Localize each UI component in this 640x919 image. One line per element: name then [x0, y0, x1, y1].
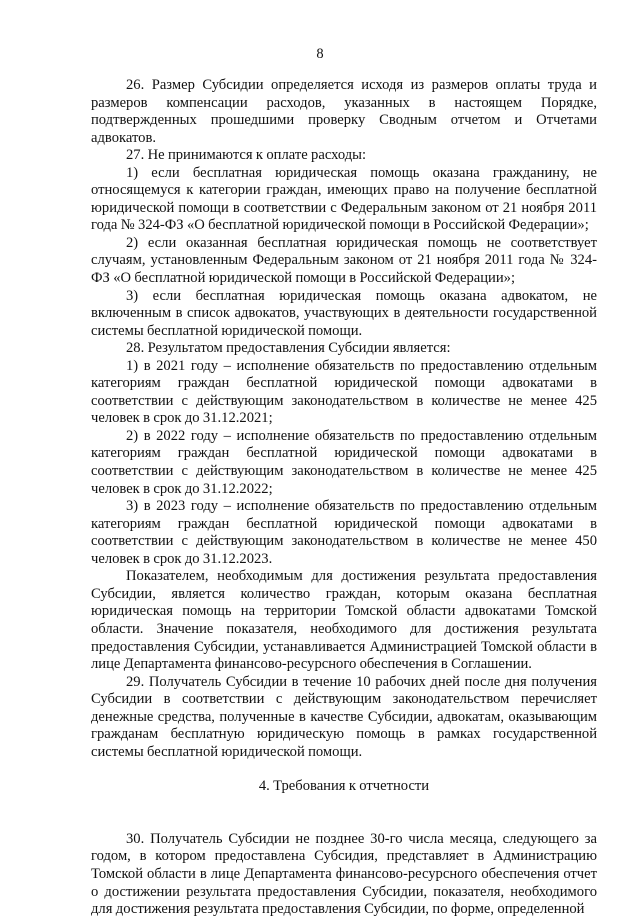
paragraph-27-item-1: 1) если бесплатная юридическая помощь оказана гражданину, не относящемуся к категории граждан, имеющих право на получение бесплатной юридической помощи в соответствии с Федеральным законом от 21 ноября 2011 года № 324-ФЗ «О бесплатной юридической помощи в Российской Федерации»; — [91, 164, 597, 234]
paragraph-29: 29. Получатель Субсидии в течение 10 рабочих дней после дня получения Субсидии в соответствии с действующим законодательством перечисляет денежные средства, полученные в качестве Субсидии, адвокатам, оказывающим гражданам бесплатную юридическую помощь в рамках государственной системы бесплатной юридической помощи. — [91, 673, 597, 760]
section-4-title: 4. Требования к отчетности — [258, 778, 430, 795]
document-body — [91, 77, 597, 919]
paragraph-27-item-3: 3) если бесплатная юридическая помощь оказана адвокатом, не включенным в список адвокатов, участвующих в деятельности государственной системы бесплатной юридической помощи. — [91, 287, 597, 339]
page-number: 8 — [316, 46, 324, 62]
paragraph-28-item-3: 3) в 2023 году – исполнение обязательств по предоставлению отдельным категориям граждан бесплатной юридической помощи адвокатами в соответствии с действующим законодательством в количестве не менее 450 человек в срок до 31.12.2023. — [91, 498, 597, 567]
paragraph-27: 27. Не принимаются к оплате расходы: — [126, 147, 367, 164]
paragraph-26: 26. Размер Субсидии определяется исходя из размеров оплаты труда и размеров компенсации расходов, указанных в настоящем Порядке, подтвержденных прошедшими проверку Сводным отчетом и Отчетами адвокатов. — [91, 77, 597, 146]
paragraph-28-item-1: 1) в 2021 году – исполнение обязательств по предоставлению отдельным категориям граждан бесплатной юридической помощи адвокатами в соответствии с действующим законодательством в количестве не менее 425 человек в срок до 31.12.2021; — [91, 357, 597, 427]
indicator-paragraph: Показателем, необходимым для достижения результата предоставления Субсидии, является количество граждан, которым оказана бесплатная юридическая помощь на территории Томской области адвокатами Томской области. Значение показателя, необходимого для достижения результата предоставления Субсидии, устанавливается Администрацией Томской области в лице Департамента финансово-ресурсного обеспечения в Соглашении. — [91, 568, 597, 673]
paragraph-28-item-2: 2) в 2022 году – исполнение обязательств по предоставлению отдельным категориям граждан бесплатной юридической помощи адвокатами в соответствии с действующим законодательством в количестве не менее 425 человек в срок до 31.12.2022; — [91, 427, 597, 497]
paragraph-30: 30. Получатель Субсидии не позднее 30-го числа месяца, следующего за годом, в котором предоставлена Субсидия, представляет в Администрацию Томской области в лице Департамента финансово-ресурсного обеспечения отчет о достижении результата предоставления Субсидии, показателя, необходимого для достижения результата предоставления Субсидии, по форме, определенной — [91, 830, 597, 918]
paragraph-27-item-2: 2) если оказанная бесплатная юридическая помощь не соответствует случаям, установленным Федеральным законом от 21 ноября 2011 года № 324-ФЗ «О бесплатной юридической помощи в Российской Федерации»; — [91, 234, 597, 287]
paragraph-28: 28. Результатом предоставления Субсидии является: — [126, 340, 451, 357]
